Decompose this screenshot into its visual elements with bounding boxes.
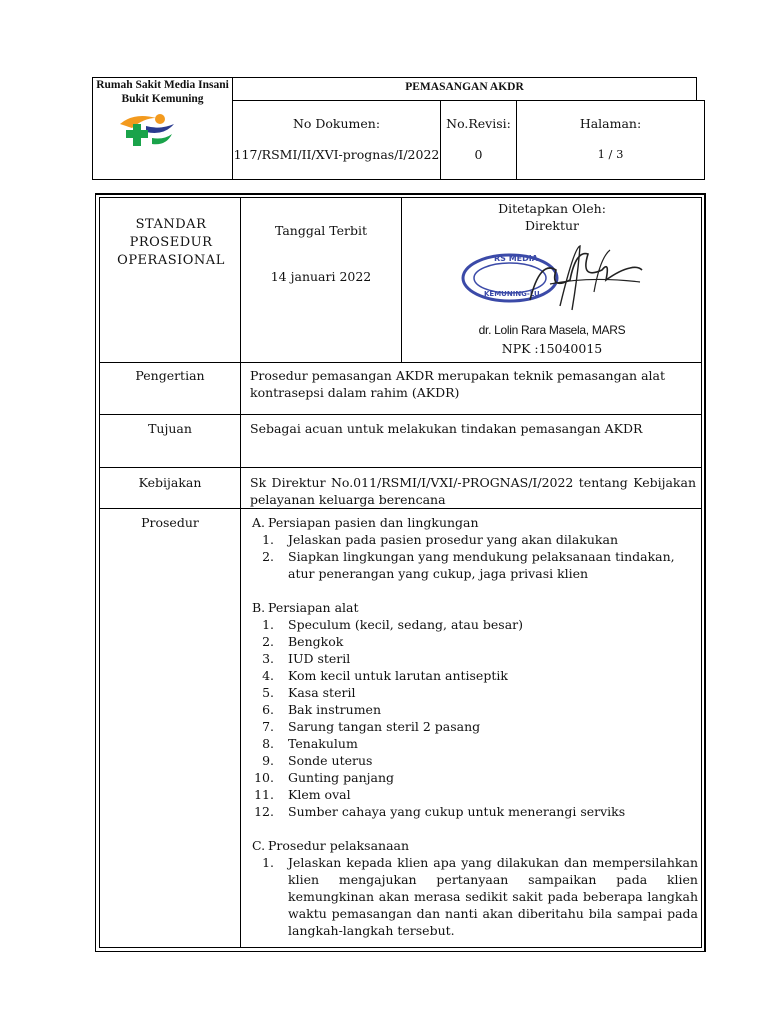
section-c-heading [252, 837, 698, 854]
page-label: Halaman: [579, 116, 642, 131]
section-b-title: Persiapan alat [268, 600, 359, 615]
section-a-letter: A. [252, 515, 266, 530]
section-b-list [252, 616, 698, 820]
issue-date-label: Tanggal Terbit [274, 223, 368, 238]
section-c-list [252, 854, 698, 939]
sop-label: STANDAR PROSEDUR OPERASIONAL [117, 217, 225, 268]
label-column-divider [240, 197, 241, 948]
list-item: 6. Bak instrumen [262, 702, 381, 717]
issue-date-value: 14 januari 2022 [270, 269, 372, 284]
tujuan-label: Tujuan [148, 421, 192, 436]
row-line-2 [99, 414, 702, 415]
row-line-3 [99, 467, 702, 468]
section-b-heading [252, 599, 698, 616]
director-signature [510, 240, 650, 320]
section-b-letter: B. [252, 600, 266, 615]
approver-npk: NPK :15040015 [501, 341, 603, 356]
doc-number-label: No Dokumen: [292, 116, 381, 131]
header-doc-cell [232, 100, 441, 180]
approver-name: dr. Lolin Rara Masela, MARS [478, 323, 626, 337]
page-value: 1 / 3 [597, 147, 624, 161]
row-line-4 [99, 508, 702, 509]
prosedur-content [252, 514, 698, 939]
approved-by-label: Ditetapkan Oleh: [498, 201, 606, 216]
list-item: 3. IUD steril [262, 651, 351, 666]
hospital-name: Rumah Sakit Media Insani Bukit Kemuning [96, 79, 229, 105]
revision-label: No.Revisi: [446, 116, 511, 131]
row-line-1 [99, 362, 702, 363]
section-c-letter: C. [252, 838, 266, 853]
section-a-heading [252, 514, 698, 531]
list-item: 1. Jelaskan pada pasien prosedur yang akan dilakukan [262, 532, 619, 547]
stamp-text-bottom: KEMUNING-LU [484, 290, 540, 298]
section-c-title: Prosedur pelaksanaan [268, 838, 410, 853]
prosedur-label: Prosedur [141, 515, 199, 530]
doc-number-value: 117/RSMI/II/XVI-prognas/I/2022 [233, 147, 440, 162]
pengertian-label: Pengertian [135, 368, 205, 383]
approver-role: Direktur [524, 218, 580, 233]
list-item: 8. Tenakulum [262, 736, 358, 751]
kebijakan-label: Kebijakan [138, 475, 202, 490]
list-item: 10. Gunting panjang [254, 770, 395, 785]
list-item: 2. Siapkan lingkungan yang mendukung pelaksanaan tindakan, atur penerangan yang cukup, jaga privasi klien [262, 549, 675, 581]
list-item: 2. Bengkok [262, 634, 344, 649]
hospital-logo [116, 110, 180, 152]
list-item: 7. Sarung tangan steril 2 pasang [262, 719, 481, 734]
stamp-text-top: RS MEDIA [494, 254, 538, 263]
header-revision-cell [440, 100, 517, 180]
list-item: 5. Kasa steril [262, 685, 356, 700]
list-item: 9. Sonde uterus [262, 753, 373, 768]
list-item: 4. Kom kecil untuk larutan antiseptik [262, 668, 508, 683]
document-title: PEMASANGAN AKDR [405, 81, 524, 93]
kebijakan-text: Sk Direktur No.011/RSMI/I/VXI/-PROGNAS/I/2022 tentang Kebijakan pelayanan keluarga berencana [250, 475, 696, 507]
list-item: 11. Klem oval [254, 787, 351, 802]
list-item: 12. Sumber cahaya yang cukup untuk menerangi serviks [254, 804, 626, 819]
header-page-cell [516, 100, 705, 180]
list-item: 1. Jelaskan kepada klien apa yang dilakukan dan mempersilahkan klien mengajukan pertanyaan sampaikan pada klien kemungkinan akan merasa sedikit sakit pada beberapa langkah waktu pemasangan dan nanti akan diberitahu bila sampai pada langkah-langkah tersebut. [262, 855, 698, 938]
revision-value: 0 [474, 147, 483, 162]
pengertian-text: Prosedur pemasangan AKDR merupakan teknik pemasangan alat kontrasepsi dalam rahim (AKDR) [250, 368, 665, 400]
section-a-list [252, 531, 698, 582]
tujuan-text: Sebagai acuan untuk melakukan tindakan pemasangan AKDR [250, 421, 643, 436]
list-item: 1. Speculum (kecil, sedang, atau besar) [262, 617, 524, 632]
section-a-title: Persiapan pasien dan lingkungan [268, 515, 479, 530]
